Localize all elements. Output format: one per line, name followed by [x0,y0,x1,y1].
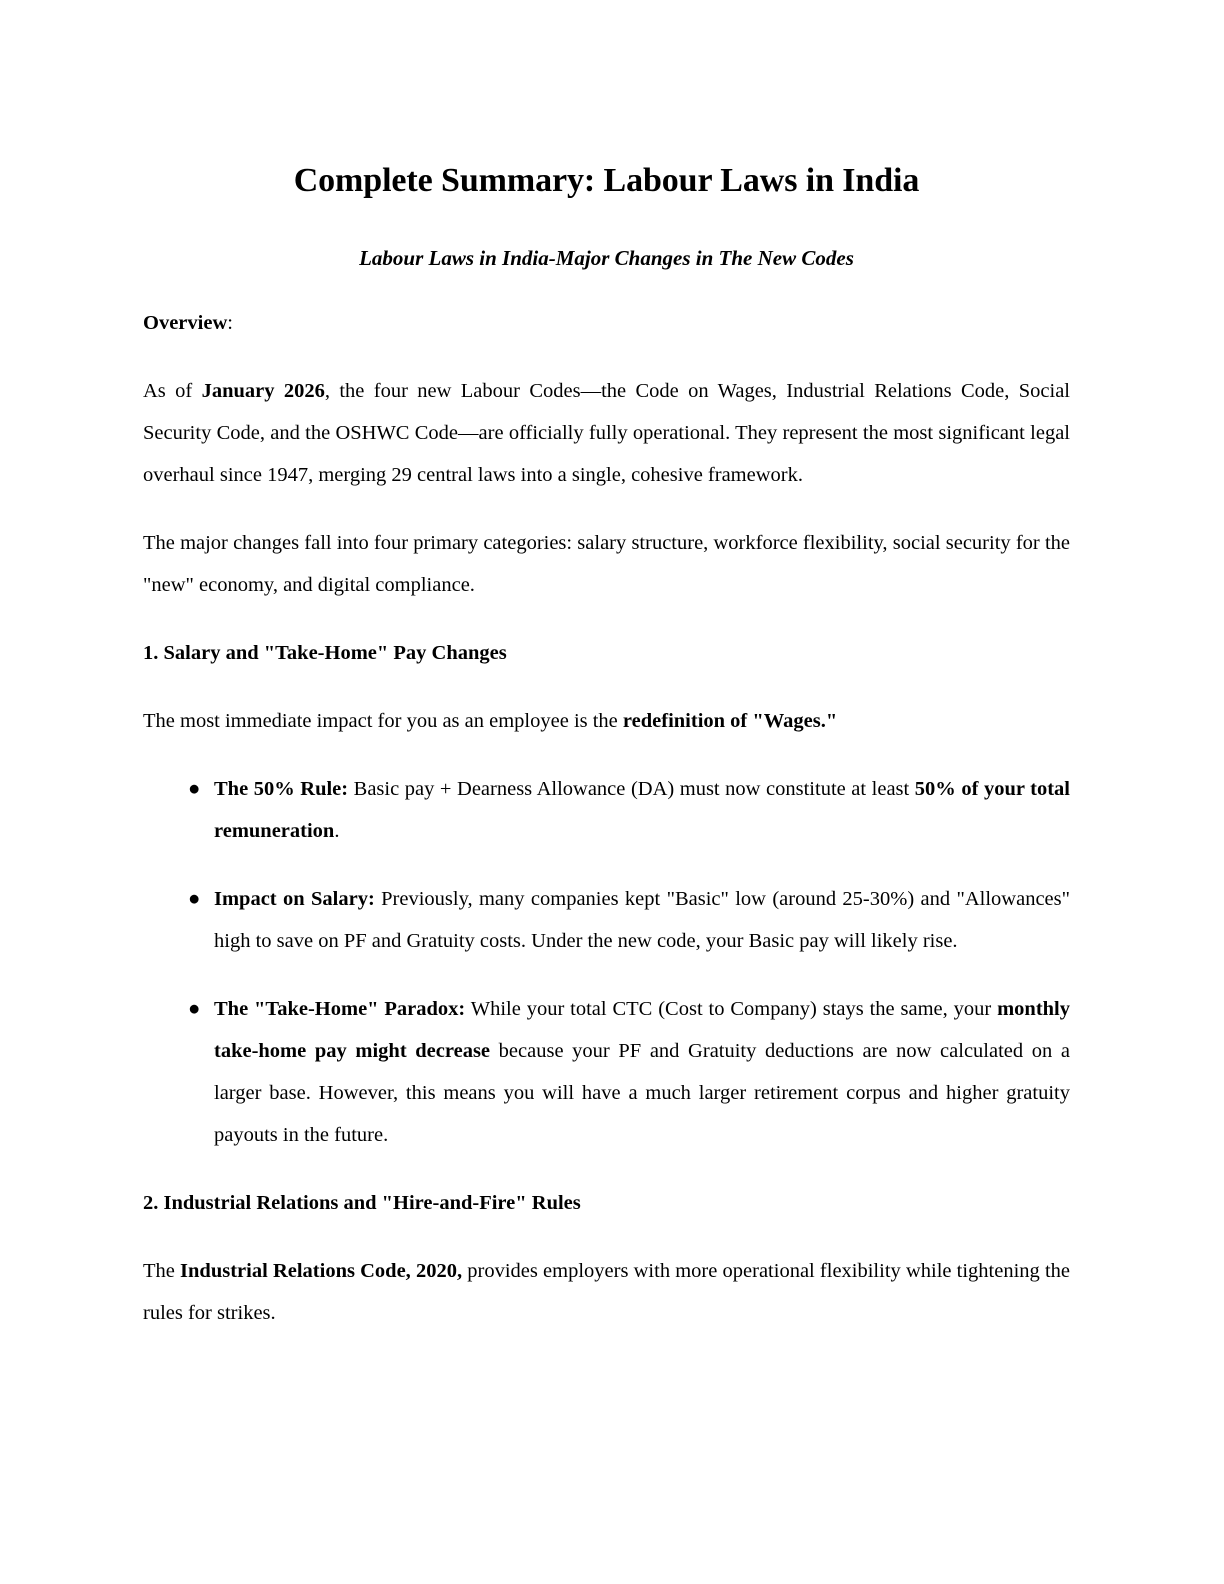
bullet-icon: ● [188,777,201,800]
bullet-1-bold-mid: 50% of your total remuneration [214,777,1070,842]
list-item [143,962,1070,1156]
document-title: Complete Summary: Labour Laws in India [293,162,920,199]
section-2-lead-paragraph [143,1224,1070,1334]
overview-label-bold: Overview [143,311,228,334]
bullet-1-text-2: . [334,819,340,842]
bullet-3-text-2: because your PF and Gratuity deductions are now calculated on a larger base. However, this means you will have a much larger retirement corpus and higher gratuity payouts in the future. [214,1039,1071,1146]
bullet-2-text-1: Previously, many companies kept "Basic" low (around 25-30%) and "Allowances" high to save on PF and Gratuity costs. Under the new code, your Basic pay will likely rise. [214,887,1070,952]
bullet-icon: ● [188,997,201,1020]
overview-paragraph-1 [143,344,1070,496]
overview-p1-part1: As of [143,379,202,402]
overview-paragraph-2: The major changes fall into four primary categories: salary structure, workforce flexibility, social security for the "new" economy, and digital compliance. [143,531,1070,596]
list-item [143,742,1070,852]
section-2-lead-part2: provides employers with more operational flexibility while tightening the rules for strikes. [143,1259,1071,1324]
overview-p1-part2: , the four new Labour Codes—the Code on Wages, Industrial Relations Code, Social Security Code, and the OSHWC Code—are officially fully operational. They represent the most significant legal overhaul since 1947, merging 29 central laws into a single, cohesive framework. [143,379,1070,486]
section-2-lead-bold: Industrial Relations Code, 2020, [180,1259,463,1282]
document-subtitle: Labour Laws in India-Major Changes in The New Codes [359,245,854,270]
section-1-lead-bold: redefinition of "Wages." [622,709,838,732]
bullet-2-bold-lead: Impact on Salary: [214,887,375,910]
section-1-bullet-list [143,742,1070,1156]
bullet-1-text-1: Basic pay + Dearness Allowance (DA) must now constitute at least [348,777,915,800]
section-1-lead-part1: The most immediate impact for you as an employee is the [143,709,623,732]
bullet-1-bold-lead: The 50% Rule: [214,777,349,800]
bullet-3-text-1: While your total CTC (Cost to Company) stays the same, your [465,997,998,1020]
bullet-icon: ● [188,887,201,910]
overview-p1-bold-date: January 2026 [201,379,325,402]
section-heading-2: 2. Industrial Relations and "Hire-and-Fire" Rules [143,1191,581,1214]
bullet-3-bold-lead: The "Take-Home" Paradox: [214,997,466,1020]
overview-label [143,272,1070,344]
overview-label-suffix: : [227,311,233,334]
bullet-3-bold-mid: monthly take-home pay might decrease [214,997,1070,1062]
list-item [143,852,1070,962]
section-2-lead-part1: The [143,1259,181,1282]
section-1-lead-paragraph [143,674,1070,742]
section-heading-1: 1. Salary and "Take-Home" Pay Changes [143,641,507,664]
